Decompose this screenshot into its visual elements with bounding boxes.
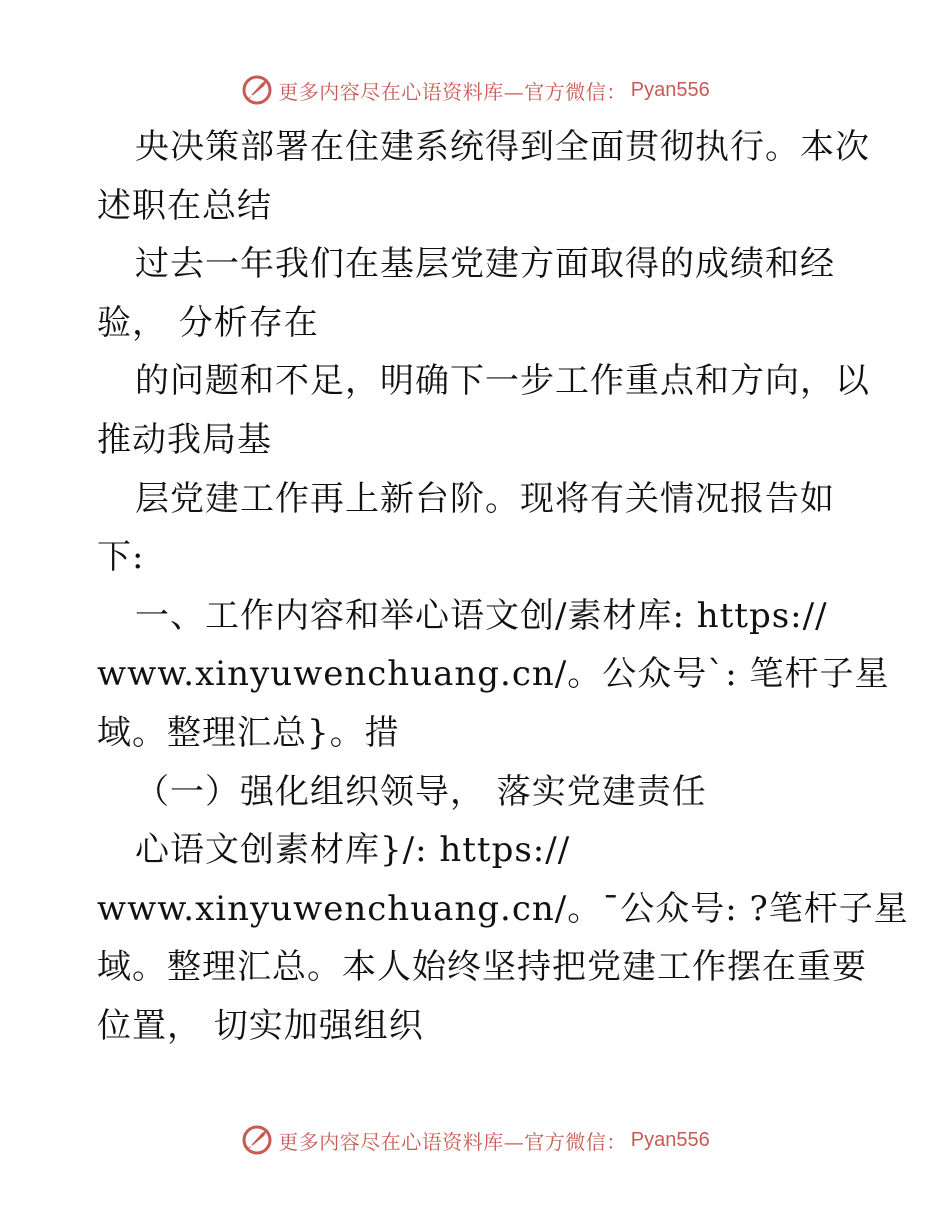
document-body	[97, 118, 909, 1056]
subsection-heading-line: （一）强化组织领导， 落实党建责任	[135, 771, 707, 812]
paragraph-line: www.xinyuwenchuang.cn/。¯公众号: ?笔杆子星	[97, 888, 909, 929]
banner-wechat-handle: Pyan556	[630, 78, 710, 101]
paragraph-line: 层党建工作再上新台阶。现将有关情况报告如	[135, 478, 835, 519]
paragraph-line: 推动我局基	[97, 419, 272, 460]
paragraph-line: 位置， 切实加强组织	[97, 1005, 424, 1046]
quill-pen-logo-icon	[240, 73, 274, 107]
banner-text: 更多内容尽在心语资料库—官方微信：	[278, 79, 627, 104]
paragraph-line: 下:	[97, 537, 145, 578]
paragraph-line: 域。整理汇总。本人始终坚持把党建工作摆在重要	[97, 947, 867, 988]
paragraph-line: 过去一年我们在基层党建方面取得的成绩和经	[135, 244, 835, 285]
paragraph-line: www.xinyuwenchuang.cn/。公众号`: 笔杆子星	[97, 654, 890, 695]
paragraph-line: 验， 分析存在	[97, 302, 319, 343]
banner-wechat-handle: Pyan556	[630, 1128, 710, 1151]
banner-text: 更多内容尽在心语资料库—官方微信：	[278, 1129, 627, 1154]
paragraph-line: 央决策部署在住建系统得到全面贯彻执行。本次	[135, 127, 870, 167]
section-heading-line: 一、工作内容和举心语文创/素材库: https://	[135, 595, 828, 636]
quill-pen-logo-icon	[240, 1123, 274, 1157]
footer-watermark-banner	[0, 1120, 950, 1160]
paragraph-line: 述职在总结	[97, 185, 272, 226]
paragraph-line: 域。整理汇总}。措	[97, 712, 400, 753]
paragraph-line: 心语文创素材库}/: https://	[135, 830, 571, 871]
paragraph-line: 的问题和不足，明确下一步工作重点和方向，以	[135, 361, 870, 402]
header-watermark-banner	[0, 70, 950, 110]
